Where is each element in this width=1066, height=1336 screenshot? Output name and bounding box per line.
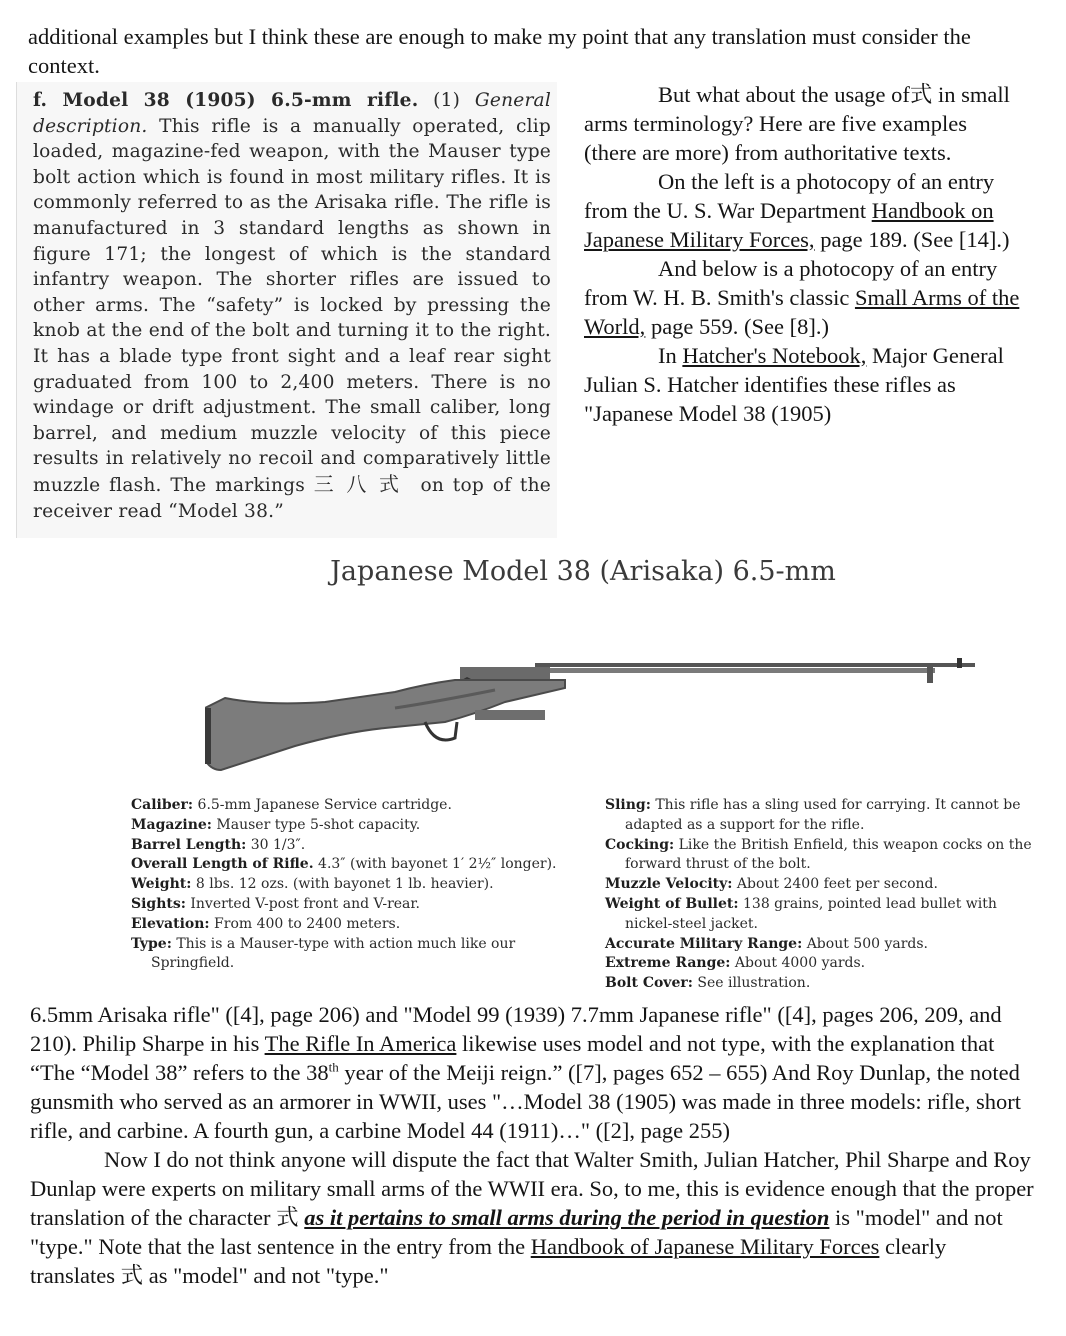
kanji-shiki-2: 式 — [276, 1205, 299, 1230]
closing-p2-c: clearly translates — [30, 1234, 947, 1288]
spec-value: From 400 to 2400 meters. — [214, 915, 401, 932]
spec-item — [605, 875, 1045, 895]
spec-value: About 500 yards. — [806, 935, 928, 952]
rifle-barrel-band — [927, 663, 933, 683]
specs-right-column — [605, 796, 1045, 994]
p1-text-b: in small arms terminology? Here are five examples (there are more) from authoritative texts. — [584, 82, 1010, 165]
scan-kanji-markings: 三八式 — [313, 471, 412, 496]
spec-item — [131, 915, 571, 935]
rifle-image — [205, 650, 985, 790]
spec-value: 8 lbs. 12 ozs. (with bayonet 1 lb. heavier). — [195, 876, 494, 893]
spec-value: Inverted V-post front and V-rear. — [190, 895, 420, 912]
spec-item — [131, 895, 571, 915]
spec-key: Weight of Bullet: — [605, 895, 739, 912]
closing-text — [30, 1000, 1036, 1290]
small-arms-title-ref: Small Arms of the World, — [584, 285, 1020, 339]
scan-sub-italic: General description. — [33, 90, 551, 137]
p3-text-a: And below is a photocopy of an entry from W. H. B. Smith's classic — [584, 256, 998, 310]
rifle-trigger-guard — [425, 722, 457, 740]
spec-key: Cocking: — [605, 836, 675, 853]
spec-value: This rifle has a sling used for carrying. It cannot be adapted as a support for the rifle. — [625, 797, 1021, 833]
spec-item — [605, 895, 1045, 935]
emphasis-phrase: as it pertains to small arms during the period in question — [304, 1205, 830, 1230]
spec-item — [131, 836, 571, 856]
kanji-shiki-3: 式 — [120, 1263, 144, 1288]
right-column-text — [584, 80, 1024, 428]
hatcher-title-ref: Hatcher's Notebook, — [682, 343, 867, 368]
spec-key: Muzzle Velocity: — [605, 876, 733, 893]
rifle-butt-plate — [205, 708, 211, 764]
spec-key: Weight: — [131, 876, 192, 893]
closing-l1: 6.5mm Arisaka rifle" ([4], page 206) and "Model 99 (1939) 7.7mm Japanese rifle" ([4], pages 206, 209, and 210). Philip Sharpe in his — [30, 1002, 1002, 1056]
closing-paragraph-2 — [30, 1145, 1036, 1290]
p4-text-a: In — [658, 343, 677, 368]
rifle-receiver — [460, 667, 550, 679]
intro-paragraph: additional examples but I think these are enough to make my point that any translation must consider the context. — [28, 24, 971, 78]
specs-left-column — [131, 796, 571, 974]
rifle-magazine — [475, 710, 545, 720]
p1-text-a: But what about the usage of — [658, 82, 910, 107]
closing-p2-a: Now I do not think anyone will dispute the fact that Walter Smith, Julian Hatcher, Phil Sharpe and Roy Dunlap were experts on military small arms of the WWII era. So, to me, this is evidence enough that the proper translation of the character — [30, 1147, 1034, 1230]
spec-key: Accurate Military Range: — [605, 935, 803, 952]
spec-key: Elevation: — [131, 915, 210, 932]
rifle-stock — [205, 680, 565, 770]
spec-value: 6.5-mm Japanese Service cartridge. — [197, 797, 452, 813]
spec-value: Mauser type 5-shot capacity. — [216, 816, 421, 833]
rifle-barrel — [535, 663, 975, 667]
closing-p2-d: as "model" and not "type." — [148, 1263, 389, 1288]
spec-key: Sling: — [605, 797, 651, 813]
right-paragraph-2 — [584, 167, 1024, 254]
spec-item — [131, 816, 571, 836]
scan-tail: on top of the receiver read “Model 38.” — [33, 474, 551, 522]
spec-value: Like the British Enfield, this weapon cocks on the forward thrust of the bolt. — [625, 836, 1032, 873]
spec-value: 4.3″ (with bayonet 1′ 2½″ longer). — [318, 856, 557, 873]
spec-value: About 4000 yards. — [734, 955, 866, 972]
right-paragraph-1 — [584, 80, 1024, 167]
spec-value: This is a Mauser-type with action much like our Springfield. — [151, 935, 516, 972]
right-paragraph-4 — [584, 341, 1024, 428]
spec-item — [605, 836, 1045, 876]
closing-paragraph-1 — [30, 1000, 1036, 1145]
spec-value: See illustration. — [697, 975, 811, 992]
handbook-title-ref: Handbook on Japanese Military Forces, — [584, 198, 994, 252]
rifle-front-sight — [957, 658, 962, 668]
rifle-title: Japanese Model 38 (Arisaka) 6.5-mm — [330, 556, 836, 587]
spec-item — [605, 935, 1045, 955]
spec-item — [605, 796, 1045, 836]
spec-key: Sights: — [131, 895, 186, 912]
spec-key: Bolt Cover: — [605, 975, 693, 992]
spec-item — [131, 855, 571, 875]
p4-text-b: Major General Julian S. Hatcher identifies these rifles as "Japanese Model 38 (1905) — [584, 343, 1004, 426]
kanji-shiki: 式 — [909, 82, 933, 107]
spec-key: Type: — [131, 935, 172, 952]
spec-key: Magazine: — [131, 816, 212, 833]
superscript-th: th — [328, 1059, 339, 1075]
handbook-scan-excerpt — [16, 82, 557, 538]
spec-item — [131, 875, 571, 895]
closing-l2: likewise uses model and not type, with the explanation that “The “Model 38” refers to the 38 — [30, 1031, 995, 1085]
closing-p2-b: is "model" and not "type." Note that the last sentence in the entry from the — [30, 1205, 1003, 1259]
rifle-in-america-title: The Rifle In America — [264, 1031, 457, 1056]
spec-item — [605, 974, 1045, 994]
right-paragraph-3 — [584, 254, 1024, 341]
p2-text-b: page 189. (See [14].) — [820, 227, 1010, 252]
scan-body: This rifle is a manually operated, clip loaded, magazine-fed weapon, with the Mauser type bolt action which is found in most military rifles. It is commonly referred to as the Arisaka rifle. The rifle is manufactured in 3 standard lengths as shown in figure 171; the longest of which is the standard infantry weapon. The shorter rifles are issued to other arms. The “safety” is locked by pressing the knob at the end of the bolt and turning it to the right. It has a blade type front sight and a leaf rear sight graduated from 100 to 2,400 meters. There is no windage or drift adjustment. The small caliber, long barrel, and medium muzzle velocity of this piece results in relatively no recoil and comparatively little muzzle flash. The markings — [33, 115, 551, 496]
spec-item — [605, 954, 1045, 974]
spec-key: Extreme Range: — [605, 955, 731, 972]
spec-value: 30 1/3″. — [250, 836, 306, 853]
spec-item — [131, 935, 571, 975]
scan-heading: f. Model 38 (1905) 6.5-mm rifle. — [33, 90, 419, 111]
spec-key: Barrel Length: — [131, 836, 247, 853]
rifle-illustration — [205, 650, 985, 790]
closing-l3: year of the Meiji reign.” ([7], pages 652 – 655) And Roy Dunlap, the noted gunsmith who served as an armorer in WWII, uses "…Model 38 (1905) was made in three models: rifle, short rifle, and carbine. A fourth gun, a carbine Model 44 (1911)…" ([2], page 255) — [30, 1060, 1022, 1143]
spec-value: About 2400 feet per second. — [736, 876, 938, 893]
rifle-handguard — [535, 668, 935, 673]
p3-text-b: page 559. (See [8].) — [650, 314, 829, 339]
scan-sub-number: (1) — [433, 90, 461, 111]
handbook-title-ref-2: Handbook of Japanese Military Forces — [530, 1234, 880, 1259]
p2-text-a: On the left is a photocopy of an entry from the U. S. War Department — [584, 169, 995, 223]
spec-value: 138 grains, pointed lead bullet with nickel-steel jacket. — [625, 895, 997, 932]
spec-item — [131, 796, 571, 816]
spec-key: Caliber: — [131, 797, 194, 813]
spec-key: Overall Length of Rifle. — [131, 856, 314, 873]
